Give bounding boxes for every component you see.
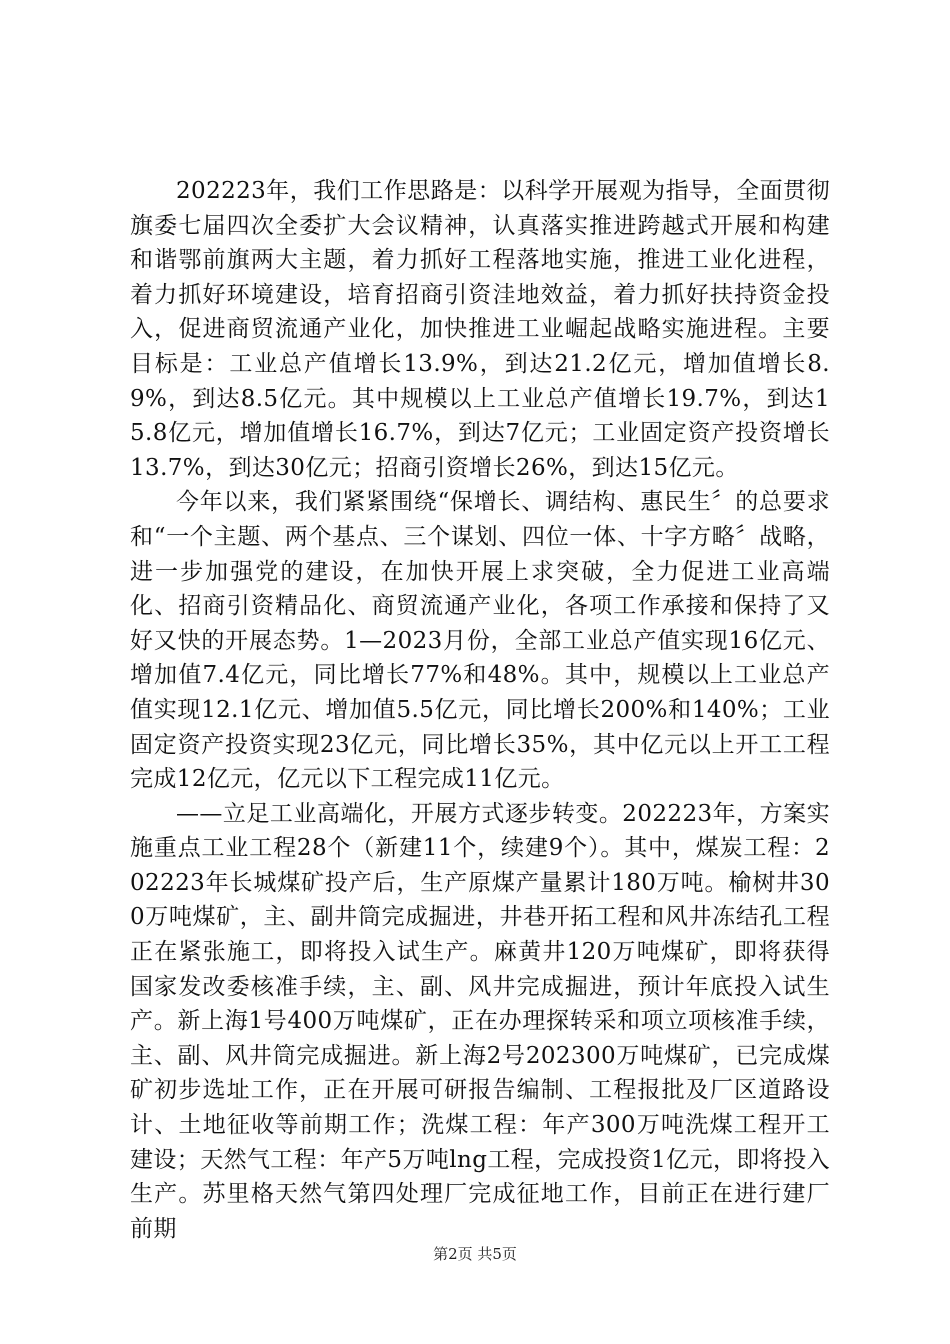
paragraph-work-plan: 202223年，我们工作思路是：以科学开展观为指导，全面贯彻旗委七届四次全委扩大会议精神，认真落实推进跨越式开展和构建和谐鄂前旗两大主题，着力抓好工程落地实施，推进工业化进程，着力抓好环境建设，培育招商引资洼地效益，着力抓好扶持资金投入，促进商贸流通产业化，加快推进工业崛起战略实施进程。主要目标是：工业总产值增长13.9%，到达21.2亿元，增加值增长8.9%，到达8.5亿元。其中规模以上工业总产值增长19.7%，到达15.8亿元，增加值增长16.7%，到达7亿元；工业固定资产投资增长13.7%，到达30亿元；招商引资增长26%，到达15亿元。	[130, 178, 830, 481]
paragraph-progress-summary: 今年以来，我们紧紧围绕“保增长、调结构、惠民生〞的总要求和“一个主题、两个基点、三个谋划、四位一体、十字方略〞战略，进一步加强党的建设，在加快开展上求突破，全力促进工业高端化、招商引资精品化、商贸流通产业化，各项工作承接和保持了又好又快的开展态势。1—2023月份，全部工业总产值实现16亿元、增加值7.4亿元，同比增长77%和48%。其中，规模以上工业总产值实现12.1亿元、增加值5.5亿元，同比增长200%和140%；工业固定资产投资实现23亿元，同比增长35%，其中亿元以上开工工程完成12亿元，亿元以下工程完成11亿元。	[130, 489, 830, 793]
paragraph-industrial-projects: ——立足工业高端化，开展方式逐步转变。202223年，方案实施重点工业工程28个（新建11个，续建9个）。其中，煤炭工程：202223年长城煤矿投产后，生产原煤产量累计180万吨。榆树井300万吨煤矿，主、副井筒完成掘进，井巷开拓工程和风井冻结孔工程正在紧张施工，即将投入试生产。麻黄井120万吨煤矿，即将获得国家发改委核准手续，主、副、风井完成掘进，预计年底投入试生产。新上海1号400万吨煤矿，正在办理探转采和项立项核准手续，主、副、风井筒完成掘进。新上海2号202300万吨煤矿，已完成煤矿初步选址工作，正在开展可研报告编制、工程报批及厂区道路设计、土地征收等前期工作；洗煤工程：年产300万吨洗煤工程开工建设；天然气工程：年产5万吨lng工程，完成投资1亿元，即将投入生产。苏里格天然气第四处理厂完成征地工作，目前正在进行建厂前期	[130, 800, 830, 1242]
document-body	[130, 174, 830, 1246]
page-footer: 第2页 共5页	[433, 1245, 517, 1263]
